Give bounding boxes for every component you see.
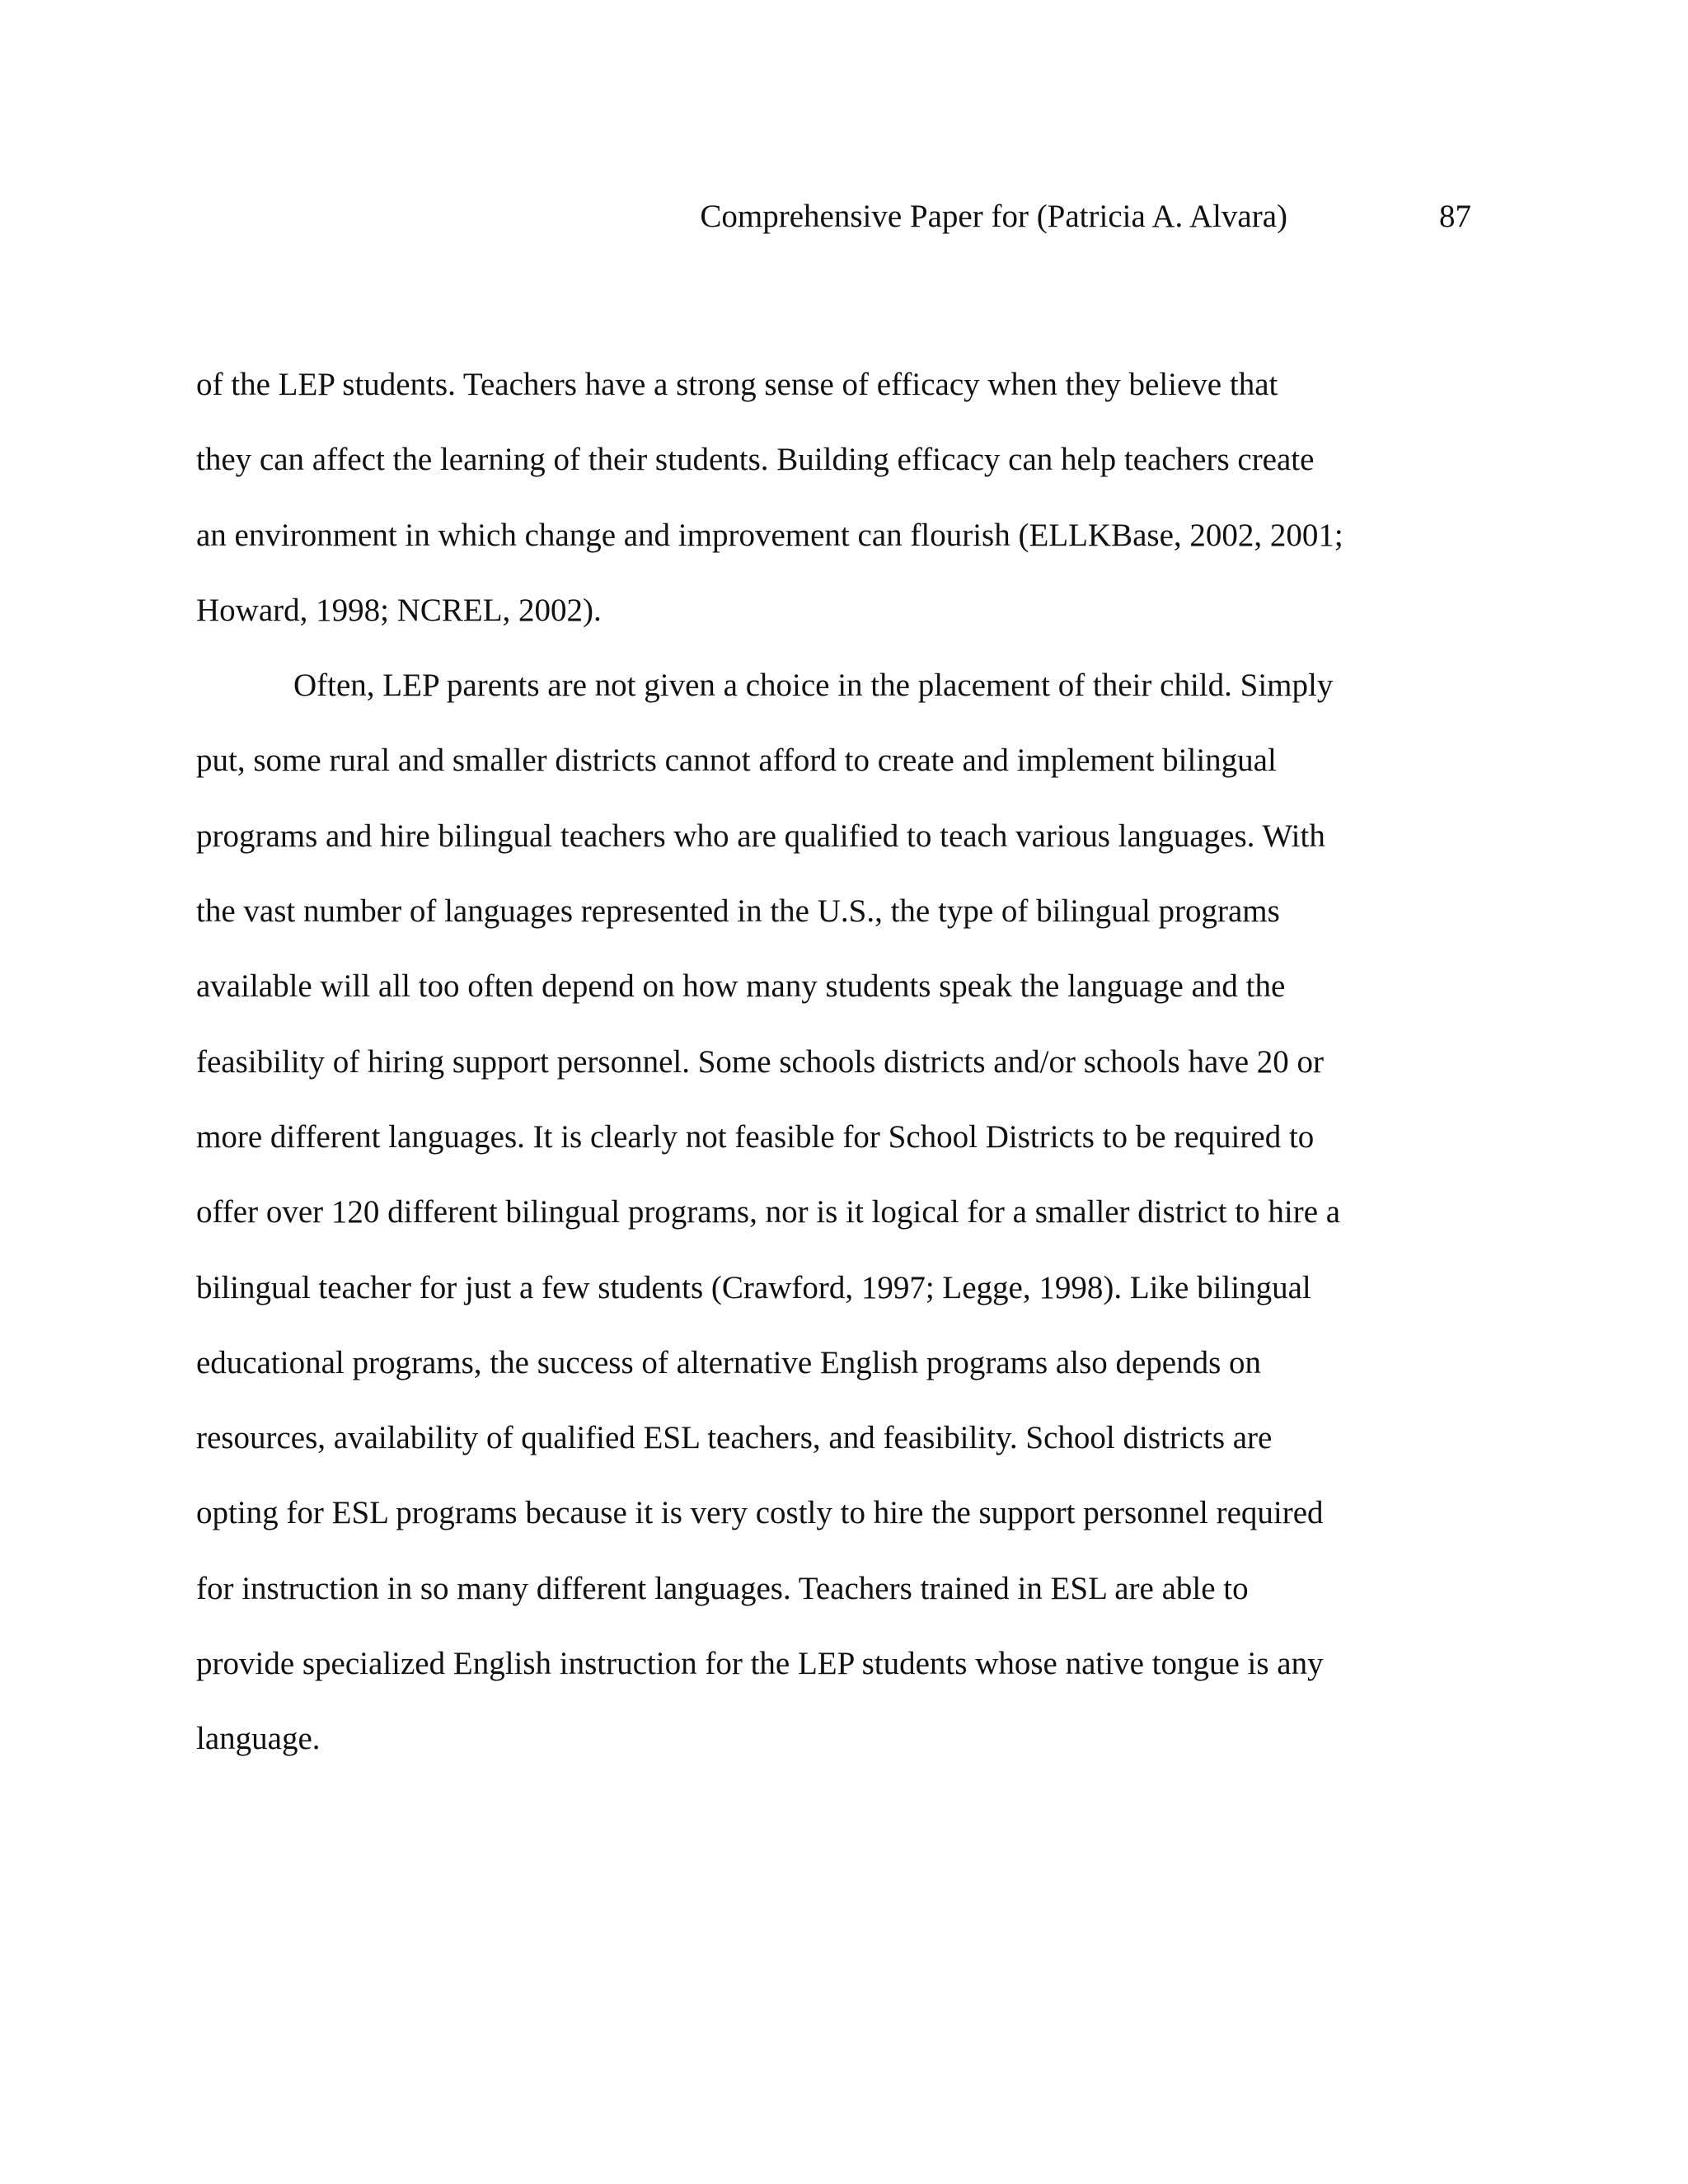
text-line: put, some rural and smaller districts cannot afford to create and implement bilingual <box>196 743 1277 779</box>
text-line: provide specialized English instruction for the LEP students whose native tongue is any <box>196 1646 1324 1682</box>
text-line: programs and hire bilingual teachers who are qualified to teach various languages. With <box>196 818 1325 854</box>
text-line: an environment in which change and improvement can flourish (ELLKBase, 2002, 2001; <box>196 517 1343 553</box>
text-line: educational programs, the success of alternative English programs also depends on <box>196 1344 1262 1380</box>
text-line: more different languages. It is clearly not feasible for School Districts to be required to <box>196 1118 1315 1155</box>
text-line: they can affect the learning of their students. Building efficacy can help teachers create <box>196 442 1315 478</box>
page-number: 87 <box>1439 199 1471 234</box>
text-line: feasibility of hiring support personnel. Some schools districts and/or schools have 20 or <box>196 1043 1325 1080</box>
running-title: Comprehensive Paper for (Patricia A. Alvara) <box>700 199 1287 234</box>
text-line: offer over 120 different bilingual programs, nor is it logical for a smaller district to hire a <box>196 1194 1341 1230</box>
text-line: of the LEP students. Teachers have a strong sense of efficacy when they believe that <box>196 367 1278 402</box>
text-line: for instruction in so many different languages. Teachers trained in ESL are able to <box>196 1570 1249 1606</box>
text-line: the vast number of languages represented in the U.S., the type of bilingual programs <box>196 893 1280 930</box>
text-line: available will all too often depend on how many students speak the language and the <box>196 968 1286 1005</box>
text-line: bilingual teacher for just a few students (Crawford, 1997; Legge, 1998). Like bilingual <box>196 1269 1311 1305</box>
text-line: language. <box>196 1721 321 1757</box>
text-line: Howard, 1998; NCREL, 2002). <box>196 592 602 628</box>
paragraph-first-line: Often, LEP parents are not given a choice in the placement of their child. Simply <box>293 668 1334 704</box>
text-line: opting for ESL programs because it is very costly to hire the support personnel required <box>196 1495 1324 1531</box>
body-text <box>196 364 1400 1794</box>
text-line: resources, availability of qualified ESL teachers, and feasibility. School districts are <box>196 1420 1273 1456</box>
